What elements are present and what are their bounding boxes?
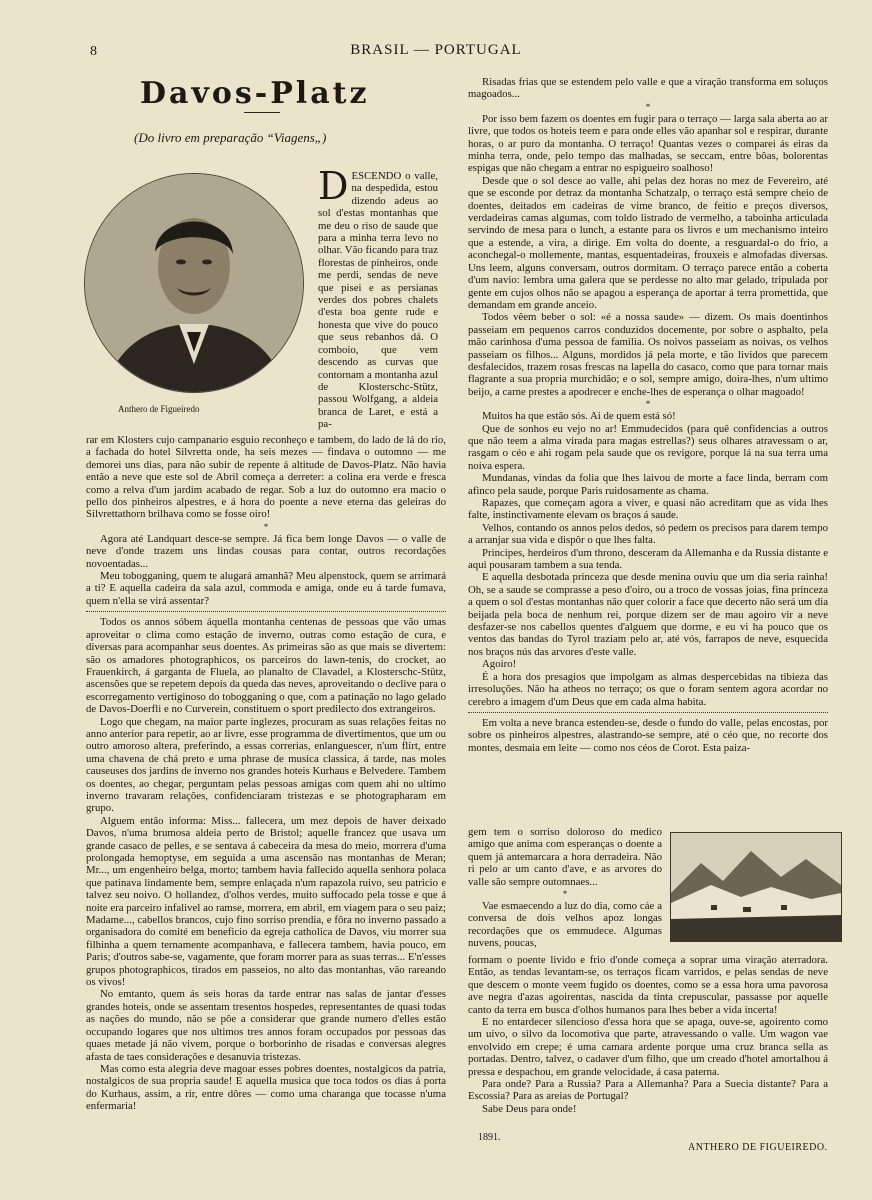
right-column	[468, 76, 828, 754]
section-separator: *	[645, 101, 651, 112]
paragraph: Sabe Deus para onde!	[482, 1102, 577, 1115]
paragraph: Desde que o sol desce ao valle, ahi pelas dez horas no mez de Fevereiro, até que se esconde por detraz da montanha Schatzalp, o terraço está sempre cheio de doentes, deitados em cadeiras de vime branco, de feitio e preços diversos, verdadeiras camas algumas, com toldo listrado de vermelho, a taboinha articulada servindo de mesa para o lunch, a estante para os livros e um mechanismo inteiro que a estende, a vira, a dirige. Em volta do doente, a resguardal-o do frio, a aconchegal-o mollemente, mantas, esquentadeiras, frouxeis e almofadas diversas. Uns leem, alguns conversam, outros dormitam. O terraço parece então a coberta d'um navio: lembra uma galera que se perdesse no alto mar gelado, tripulada por gente em cujos olhos não se apagou a esperança de aportar á terra promettida, que demandam em grande anceio.	[468, 174, 828, 311]
paragraph: Todos vêem beber o sol: «é a nossa saude» — dizem. Os mais doentinhos passeiam em pequenos carros conduzidos docemente, por sobre o asphalto, pela mão carinhosa d'uma pessoa de familia. Os noivos passeiam as noivas, os velhos passeiam os filhos... Alguns, mordidos já pela morte, e tão lividos que parecem desfalecidos, trazem rosas frescas na lapella do casaco, como que para tornar mais flagrante a sua propria murchidão; e o sol, sempre amigo, doira-lhes, n'um ultimo beijo, a carne prestes a apodrecer e enche-lhes de esperança o olhar magoado!	[468, 311, 828, 398]
right-column-bottom	[468, 954, 828, 1115]
paragraph: gem tem o sorriso doloroso do medico amigo que anima com esperanças o doente a quem já antemarcara a hora derradeira. Não ri pelo ar um canto d'ave, e as arvores do valle são sempre outomnaes...	[468, 826, 662, 888]
title-rule	[244, 112, 280, 113]
page-number: 8	[90, 44, 97, 59]
paragraph: formam o poente livido e frio d'onde começa a soprar uma viração aterradora. Então, as tendas levantam-se, os terraços ficam varridos, e pelas sendas de neve que descem o monte veem fugido os doentes, como se a essa hora uma pavorosa ave negra d'azas agoirentas, nascida da tinta crepuscular, passasse por aquelle canto da terra em busca d'olhos humanos para lhes beber a vida incerta!	[468, 954, 828, 1016]
author-portrait	[84, 173, 304, 393]
paragraph: É a hora dos presagios que impolgam as almas despercebidas na tibieza das irresoluções. Não ha atheos no terraço; os que o foram sentem agora acordar no cerebro a imagem d'um Deus que em cada alma habita.	[468, 670, 828, 708]
paragraph: Meu tobogganing, quem te alugará amanhã? Meu alpenstock, quem se arrimará a ti? E aquella cadeira da sala azul, commoda e amiga, onde eu á tarde fumava, quem n'ella se virá assentar?	[86, 570, 446, 607]
section-separator: *	[645, 399, 651, 410]
portrait-caption: Anthero de Figueiredo	[118, 404, 200, 414]
landscape-wrap	[468, 826, 662, 950]
portrait-illustration-icon	[85, 174, 303, 392]
author-signature: ANTHERO DE FIGUEIREDO.	[688, 1142, 828, 1153]
paragraph: Vae esmaecendo a luz do dia, como cáe a conversa de dois velhos apoz longas recordações que os emmudece. Algumas nuvens, poucas,	[468, 900, 662, 950]
paragraph: Agora até Landquart desce-se sempre. Já fica bem longe Davos — o valle de neve d'onde trazem uns lindas cousas para contar, outros recordações novoentadas...	[86, 532, 446, 570]
section-separator: *	[263, 521, 269, 532]
landscape-illustration	[670, 832, 842, 942]
paragraph: E no entardecer silencioso d'essa hora que se apaga, ouve-se, agoirento como um uivo, o silvo da locomotiva que parte, atravessando o valle. Um wagon vae envolvido em crepe; é uma camara ardente porque uma cruz branca sella as portadas. Dentro, talvez, o cadaver d'um filho, que um creado d'hotel amortalhou á pressa e despachou, em grande velocidade, á casa paterna.	[468, 1016, 828, 1078]
drop-cap: D	[318, 164, 349, 208]
paragraph: Alguem então informa: Miss... fallecera, um mez depois de haver deixado Davos, n'uma brumosa aldeia perto de Bristol; aquelle francez que usava um grande casaco de pelles, e se sentava á cabeceira da mesa do meio, morrera d'uma prolongada hemoptyse, em seguida a uma ascensão nas montanhas de Meran; Mr..., um engenheiro belga, morto; tambem havia fallecido aquella senhora polaca que patinava lindamente bem, sempre enlaçada n'um rapazola ruivo, seu patricio e talvez seu noivo. O hollandez, d'olhos verdes, muito suffocado pela tosse e que á noite era parceiro infalivel ao ramse, morrera, em abril, em viagem para o seu paiz; Madame..., cabellos brancos, cujo fino sorriso prendia, e fôra no inverno passado a organisadora do comité em beneficio da egreja catholica de Davos, viu morrer sua filhinha a quem ternamente acompanhava, e fallecera tambem, havia pouco, em Paris; d'outros sabe-se, vagamente, que foram morrer para as suas terras... E'n'esses grupos photographicos, tirados em passeios, no alto das montanhas, vão rareando os vivos!	[86, 814, 446, 989]
paragraph: Mas como esta alegria deve magoar esses pobres doentes, nostalgicos da patria, nostalgicos de sua propria saude! E aquella musica que toca todos os dias á porta do Kurhaus, assim, a rir, entre dôres — como uma charanga que tocasse n'uma enfermaria!	[86, 1062, 446, 1113]
paragraph: Todos os annos sóbem áquella montanha centenas de pessoas que vão umas aproveitar o clima como estação de inverno, outras como estação de cura, e diversas para acompanhar seus doentes. As primeiras são as que mais se divertem: são os amadores photographicos, os parceiros do lawn-tenis, do crocket, ao Frauenkirch, á garganta de Fluela, ao planalto de Clavadel, a Klosterschc-Stütz, ascensões que se repetem depois da queda das neves, aproveitando o declive para o escorregamento vertiginoso do tobogganing o que, com a patinação no lago gelado de Davos-Doerfli e no Curverein, constituem o sport predilecto dos extrangeiros.	[86, 616, 446, 716]
paragraph: Rapazes, que começam agora a viver, e quasi não acreditam que as vida lhes falte, instinctivamente elevam os braços á saude.	[468, 497, 828, 522]
article-subtitle: (Do livro em preparação “Viagens„)	[134, 130, 327, 145]
article-title: Davos-Platz	[140, 76, 370, 111]
mountain-landscape-icon	[671, 833, 841, 941]
paragraph: Agoiro!	[482, 658, 517, 671]
intro-wrap-text: ESCENDO o valle, na despedida, estou dizendo adeus ao sol d'estas montanhas que me deu o riso de saude que para a minha terra levo no olhar. Vão ficando para traz florestas de pinheiros, onde me perdi, sendas de neve que pisei e as persianas verdes dos pobres chalets d'esta boa gente rude e honesta que vive do pouco que seus rebanhos dá. O comboio, que vem descendo as curvas que contornam a montanha azul de Klosterschc-Stütz, passou Wolfgang, a aldeia branca de Laret, e está a pa-	[318, 170, 439, 431]
paragraph: Por isso bem fazem os doentes em fugir para o terraço — larga sala aberta ao ar livre, que todos os hoteis teem e para onde elles vão apanhar sol e respirar, durante horas, o ar puro da montanha. O terraço! Quantas vezes o comparei ás eiras da minha terra, onde, pelo tempo das malhadas, se seccam, entre bôas, bolorentas espigas que não chegam a entrar no espigueiro soalhoso!	[468, 112, 828, 175]
intro-paragraph: rar em Klosters cujo campanario esguio reconheço e tambem, do lado de lá do rio, a fachada do hotel Silvretta onde, ha seis mezes — findava o outomno — me demorei uns dias, para não subir de repente á altitude de Davos-Platz. Não havia então a neve que este sol de Abril começa a derreter: a colina era verde e fresca como a relva d'um jardim acabado de regar. Sob a luz do outomno era macio o pello dos pinheiros alpestres, e á hora do poente a neve eterna das geleiras do Silvrettathorn brilhava como se fosse oiro!	[86, 434, 446, 521]
paragraph: Principes, herdeiros d'um throno, desceram da Allemanha e da Russia distante e aqui pousaram tambem a sua tenda.	[468, 546, 828, 572]
dotted-divider	[86, 611, 446, 612]
paragraph: Em volta a neve branca estendeu-se, desde o fundo do valle, pelas encostas, por sobre os pinheiros alpestres, alastrando-se sempre, até o céo que, no recorte dos montes, desmaia em leite — como nos céos de Corot. Esta paiza-	[468, 716, 828, 754]
paragraph: Mundanas, vindas da folia que lhes laivou de morte a face linda, berram com afinco pela saude, porque Paris ruidosamente as chama.	[468, 472, 828, 497]
paragraph: Velhos, contando os annos pelos dedos, só pedem os precisos para darem tempo a arranjar sua vida e dispôr o que lhes falta.	[468, 521, 828, 547]
paragraph: Risadas frias que se estendem pelo valle e que a viração transforma em soluços magoados...	[468, 76, 828, 101]
dotted-divider	[468, 712, 828, 713]
publication-year: 1891.	[478, 1132, 501, 1143]
paragraph: Que de sonhos eu vejo no ar! Emmudecidos (para quê confidencias a outros que não teem a alma virada para magas estrellas?) seus olhares atravessam o ar, rasgam o céo e ahi rogam pela saude que os revigore, porque lá na sua terra uma noiva espera.	[468, 422, 828, 472]
paragraph: Muitos ha que estão sós. Ai de quem está só!	[482, 410, 676, 423]
section-separator: *	[562, 889, 568, 900]
paragraph: No emtanto, quem ás seis horas da tarde entrar nas salas de jantar d'esses grandes hoteis, onde se assentam tresentos hospedes, representantes de quasi todas as nações do mundo, não se pôe a considerar que grande numero d'elles estão occupando logares que nos ultimos tres annos foram occupados por pessoas das quaes metade já não vivem, porque o borborinho de risadas e conversas alegres afasta de taes considerações e desanuvia tristezas.	[86, 988, 446, 1063]
left-column	[86, 434, 446, 1113]
publication-header: BRASIL — PORTUGAL	[350, 42, 522, 58]
paragraph: Para onde? Para a Russia? Para a Allemanha? Para a Suecia distante? Para a Escossia? Para as areias de Portugal?	[468, 1078, 828, 1103]
paragraph: Logo que chegam, na maior parte inglezes, procuram as suas relações feitas no anno anterior para repetir, ao ar livre, esse programma de divertimentos, que um ou outro amoroso altera, preferindo, a essas correrias, enlanguescer, n'um flirt, entre uma chavena de chá preto e uma phrase de musica classica, á tarde, nas moles causeuses dos jardins de inverno nos grandes hoteis Kurhaus e Belvedere. Tambem os doentes, ao chegar, perguntam pelas pessoas amigas com quem ahi no ultimo inverno travaram relações, confidenciaram tristezas e se photographaram em grupo.	[86, 715, 446, 815]
intro-wrap	[318, 164, 439, 431]
paragraph: E aquella desbotada princeza que desde menina ouviu que um dia seria rainha! Oh, se a saude se comprasse a peso d'oiro, ou a troco de vossas joias, fina princeza a quem o sol d'estas montanhas não quer colorir a face que decerto não será um dia beijada pela boca de nenhum rei, porque dizem ser de mau agoiro vir a neve desfazer-se nos cabellos quentes d'alguem que dorme, e eu vi ha pouco que os ventos das bandas do Tyrol traziam pelo ar, até vós, farrapos de neve, esquecida nos braços nús das arvores d'este valle.	[468, 571, 828, 658]
